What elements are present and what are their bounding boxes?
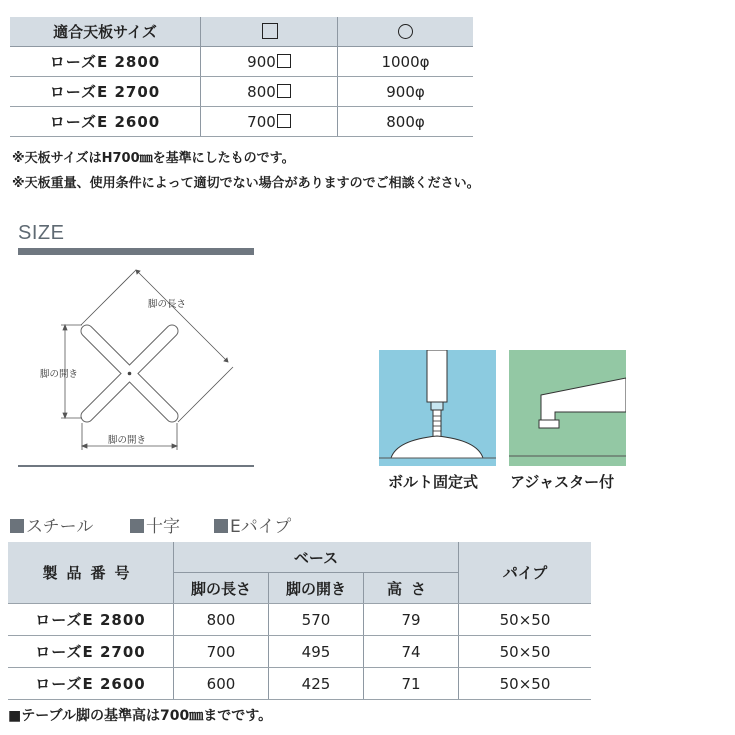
legend-cross: 十字 xyxy=(130,512,180,537)
leg-length-value: 600 xyxy=(174,668,269,700)
model-name: ローズE 2700 xyxy=(8,636,174,668)
model-name: ローズE 2800 xyxy=(8,604,174,636)
square-marker-icon xyxy=(10,519,24,533)
header-leg-length: 脚の長さ xyxy=(174,573,269,604)
square-shape-icon xyxy=(277,84,291,98)
label-leg-spread-bottom: 脚の開き xyxy=(108,435,147,446)
pipe-value: 50×50 xyxy=(459,636,592,668)
cross-legs xyxy=(87,331,172,416)
header-leg-spread: 脚の開き xyxy=(269,573,364,604)
square-size: 900 xyxy=(201,47,338,77)
round-size: 900φ xyxy=(338,77,474,107)
header-round-symbol xyxy=(338,17,474,47)
pipe-value: 50×50 xyxy=(459,668,592,700)
square-shape-icon xyxy=(262,23,278,39)
model-name: ローズE 2800 xyxy=(10,47,201,77)
header-tabletop-size: 適合天板サイズ xyxy=(10,17,201,47)
size-heading: SIZE xyxy=(18,222,65,244)
note-tabletop-weight: ※天板重量、使用条件によって適切でない場合がありますのでご相談ください。 xyxy=(12,176,480,191)
header-base: ベース xyxy=(174,542,459,573)
table-row xyxy=(8,668,591,700)
bolt-fixed-type-icon xyxy=(379,350,496,466)
adjuster-icon xyxy=(509,350,626,466)
model-name: ローズE 2700 xyxy=(10,77,201,107)
square-shape-icon xyxy=(277,54,291,68)
square-marker-icon xyxy=(130,519,144,533)
table-spec xyxy=(8,542,591,700)
leg-spread-value: 495 xyxy=(269,636,364,668)
leg-length-value: 700 xyxy=(174,636,269,668)
table-row xyxy=(8,636,591,668)
square-size: 700 xyxy=(201,107,338,137)
bolt-fixed-caption: ボルト固定式 xyxy=(388,473,479,491)
header-height: 高さ xyxy=(364,573,459,604)
leg-length-value: 800 xyxy=(174,604,269,636)
model-name: ローズE 2600 xyxy=(8,668,174,700)
adjuster-caption: アジャスター付 xyxy=(510,473,615,491)
cross-leg-diagram xyxy=(30,260,260,460)
label-leg-spread-left: 脚の開き xyxy=(40,369,79,380)
square-shape-icon xyxy=(277,114,291,128)
pipe-value: 50×50 xyxy=(459,604,592,636)
table-size-compatibility xyxy=(10,17,473,137)
legend-steel: スチール xyxy=(10,512,93,537)
round-size: 800φ xyxy=(338,107,474,137)
height-value: 79 xyxy=(364,604,459,636)
header-square-symbol xyxy=(201,17,338,47)
note-tabletop-size: ※天板サイズはH700㎜を基準にしたものです。 xyxy=(12,151,295,166)
round-size: 1000φ xyxy=(338,47,474,77)
circle-shape-icon xyxy=(398,24,413,39)
table-row xyxy=(10,77,473,107)
header-model-number: 製品番号 xyxy=(8,542,174,604)
size-section-rule xyxy=(18,465,254,467)
table-row xyxy=(10,107,473,137)
square-size: 800 xyxy=(201,77,338,107)
note-standard-height: ■テーブル脚の基準高は700㎜までです。 xyxy=(8,708,273,724)
square-marker-icon xyxy=(214,519,228,533)
table-row xyxy=(10,47,473,77)
leg-spread-value: 425 xyxy=(269,668,364,700)
height-value: 71 xyxy=(364,668,459,700)
legend-e-pipe: Eパイプ xyxy=(214,512,291,537)
header-pipe: パイプ xyxy=(459,542,592,604)
model-name: ローズE 2600 xyxy=(10,107,201,137)
size-heading-bar xyxy=(18,248,254,255)
leg-spread-value: 570 xyxy=(269,604,364,636)
table-row xyxy=(8,604,591,636)
height-value: 74 xyxy=(364,636,459,668)
label-leg-length: 脚の長さ xyxy=(148,299,187,310)
